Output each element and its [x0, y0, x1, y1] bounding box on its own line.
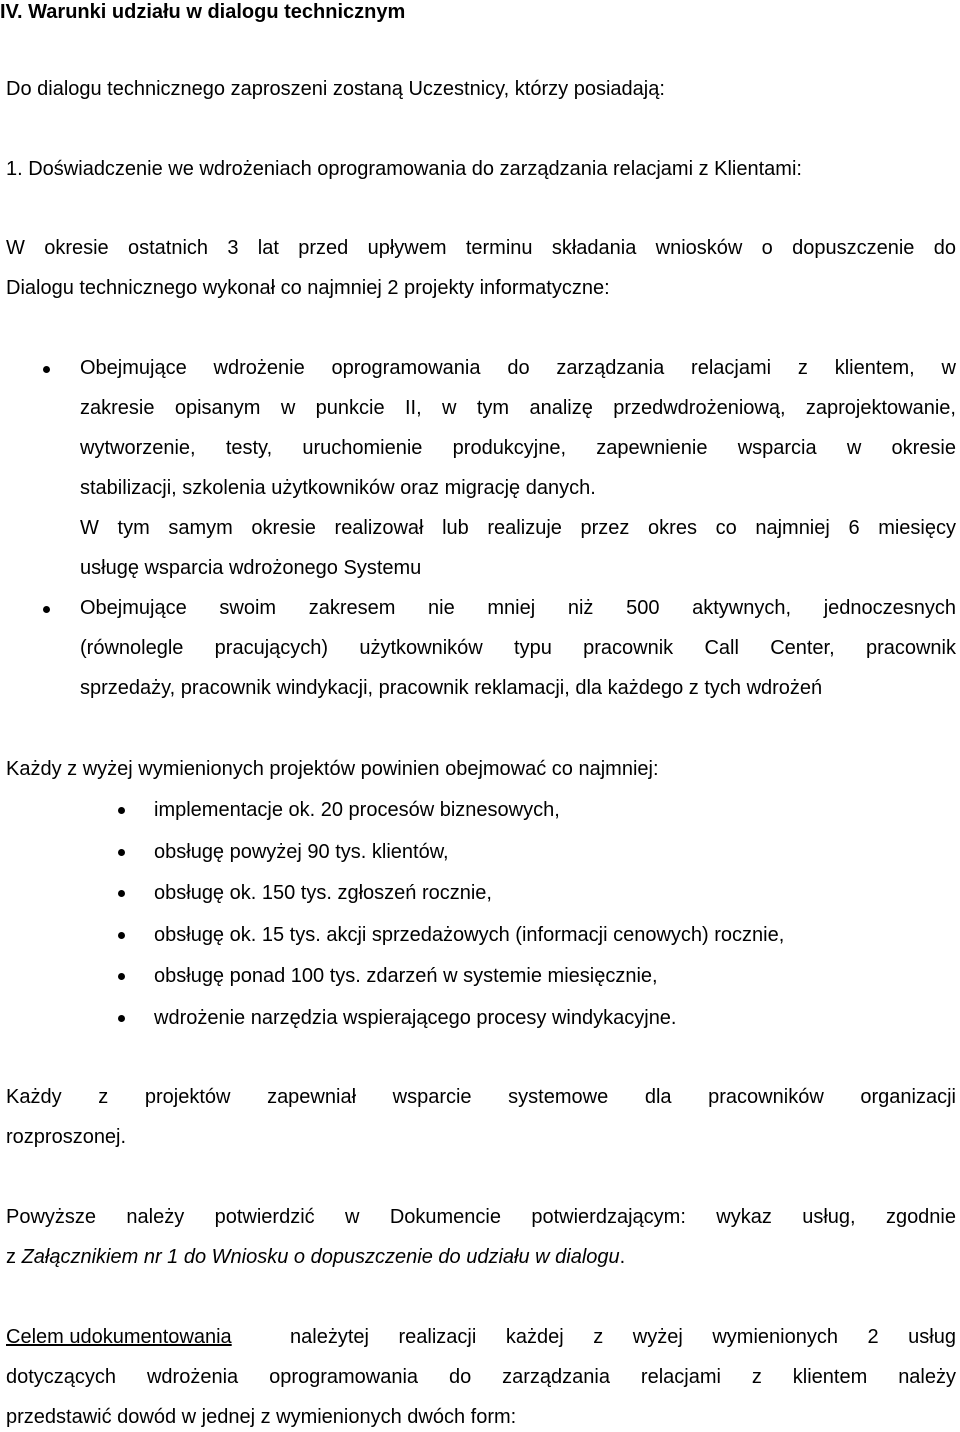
requirement-item: obsługę ok. 150 tys. zgłoszeń rocznie,	[154, 882, 492, 904]
bullet-a-line: stabilizacji, szkolenia użytkowników oraz migrację danych.	[80, 477, 596, 499]
attachment-reference: Załącznikiem nr 1 do Wniosku o dopuszczenie do udziału w dialogu	[21, 1246, 620, 1268]
purpose-paragraph-line	[6, 1325, 956, 1349]
bullet-icon	[118, 1015, 125, 1022]
bullet-b-line: (równolegle pracujących) użytkowników typu pracownik Call Center, pracownik	[80, 637, 956, 659]
requirement-item: implementacje ok. 20 procesów biznesowych,	[154, 799, 560, 821]
section-heading: IV. Warunki udziału w dialogu technicznym	[0, 1, 406, 23]
confirm-paragraph-line	[6, 1245, 625, 1269]
bullet-icon	[118, 973, 125, 980]
purpose-rest: należytej realizacji każdej z wyżej wymienionych 2 usług	[290, 1326, 956, 1348]
purpose-paragraph-line: przedstawić dowód w jednej z wymienionych dwóch form:	[6, 1406, 517, 1428]
confirm-paragraph-line: Powyższe należy potwierdzić w Dokumencie potwierdzającym: wykaz usług, zgodnie	[6, 1206, 956, 1228]
bullet-icon	[118, 849, 125, 856]
confirm-prefix: z	[6, 1246, 22, 1268]
purpose-paragraph-line: dotyczących wdrożenia oprogramowania do zarządzania relacjami z klientem należy	[6, 1366, 956, 1388]
requirement-item: wdrożenie narzędzia wspierającego procesy windykacyjne.	[154, 1007, 677, 1029]
confirm-suffix: .	[619, 1246, 626, 1268]
requirement-item: obsługę powyżej 90 tys. klientów,	[154, 841, 449, 863]
bullet-a-line: usługę wsparcia wdrożonego Systemu	[80, 557, 422, 579]
bullet-b-line: Obejmujące swoim zakresem nie mniej niż 500 aktywnych, jednoczesnych	[80, 597, 956, 619]
bullet-icon	[118, 890, 125, 897]
bullet-a-line: Obejmujące wdrożenie oprogramowania do zarządzania relacjami z klientem, w	[80, 357, 956, 379]
requirement-item: obsługę ponad 100 tys. zdarzeń w systemie miesięcznie,	[154, 965, 658, 987]
bullet-icon	[118, 807, 125, 814]
requirement-item: obsługę ok. 15 tys. akcji sprzedażowych (informacji cenowych) rocznie,	[154, 924, 785, 946]
paragraph-line: W okresie ostatnich 3 lat przed upływem terminu składania wniosków o dopuszczenie do	[6, 237, 956, 259]
each-project-paragraph: Każdy z wyżej wymienionych projektów powinien obejmować co najmniej:	[6, 758, 659, 780]
bullet-icon	[43, 606, 50, 613]
support-paragraph-line: Każdy z projektów zapewniał wsparcie systemowe dla pracowników organizacji	[6, 1086, 956, 1108]
purpose-underlined: Celem udokumentowania	[6, 1326, 232, 1348]
numbered-item-1: 1. Doświadczenie we wdrożeniach oprogramowania do zarządzania relacjami z Klientami:	[6, 158, 802, 180]
bullet-a-line: W tym samym okresie realizował lub realizuje przez okres co najmniej 6 miesięcy	[80, 517, 956, 539]
bullet-a-line: zakresie opisanym w punkcie II, w tym analizę przedwdrożeniową, zaprojektowanie,	[80, 397, 956, 419]
bullet-b-line: sprzedaży, pracownik windykacji, pracownik reklamacji, dla każdego z tych wdrożeń	[80, 677, 823, 699]
paragraph-line: Dialogu technicznego wykonał co najmniej 2 projekty informatyczne:	[6, 277, 610, 299]
bullet-icon	[118, 932, 125, 939]
intro-paragraph: Do dialogu technicznego zaproszeni zostaną Uczestnicy, którzy posiadają:	[6, 78, 665, 100]
bullet-a-line: wytworzenie, testy, uruchomienie produkcyjne, zapewnienie wsparcia w okresie	[80, 437, 956, 459]
bullet-icon	[43, 366, 50, 373]
support-paragraph-line: rozproszonej.	[6, 1126, 127, 1148]
